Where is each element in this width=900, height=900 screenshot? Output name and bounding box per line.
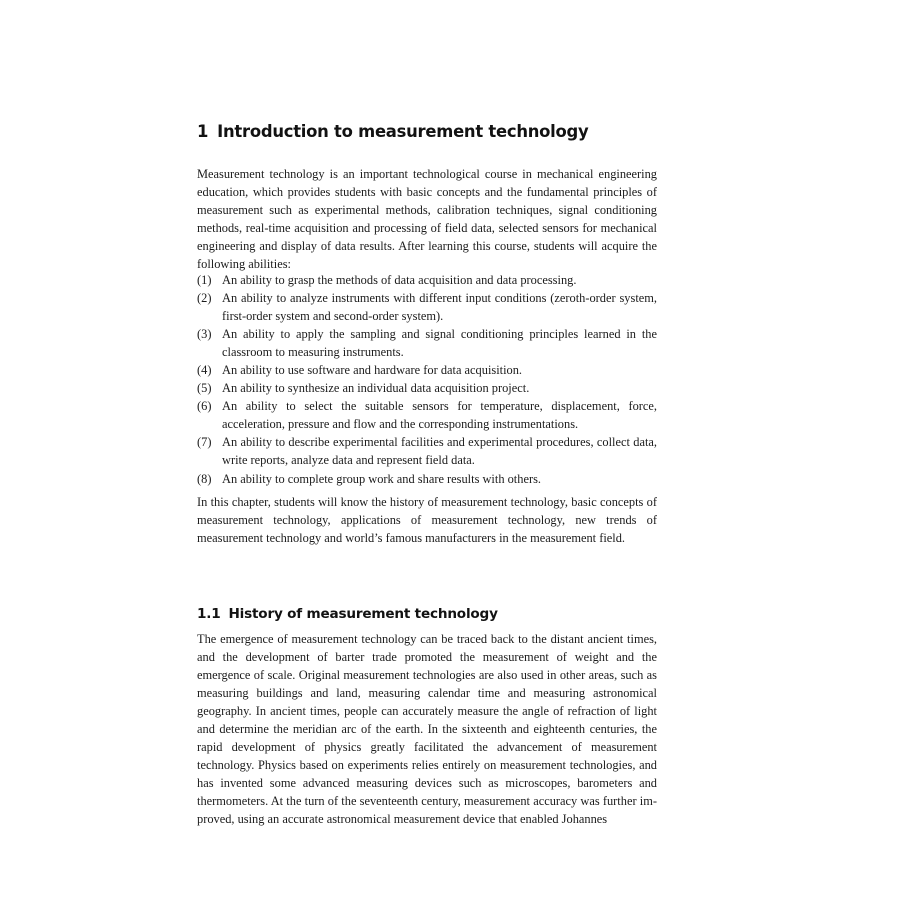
list-item-text: An ability to analyze instruments with different input conditions (zeroth-order system, first-order system and second-order system). bbox=[222, 291, 657, 324]
list-item-marker: (7) bbox=[197, 435, 212, 450]
list-item-marker: (3) bbox=[197, 327, 212, 342]
list-item bbox=[197, 271, 657, 289]
section-number: 1.1 bbox=[197, 606, 221, 623]
chapter-number: 1 bbox=[197, 121, 209, 141]
list-item-marker: (6) bbox=[197, 399, 212, 414]
list-item-text: An ability to synthesize an individual data acquisition project. bbox=[222, 381, 530, 396]
page-content-column bbox=[197, 0, 657, 900]
list-item-marker: (4) bbox=[197, 363, 212, 378]
chapter-title bbox=[197, 122, 667, 142]
section-title-text: History of measurement technology bbox=[228, 606, 498, 623]
list-item-text: An ability to complete group work and share results with others. bbox=[222, 471, 541, 486]
list-item-text: An ability to describe experimental facilities and experimental procedures, collect data, write reports, analyze data and represent field data. bbox=[222, 435, 657, 468]
list-item-text: An ability to use software and hardware for data acquisition. bbox=[222, 363, 523, 378]
list-item bbox=[197, 289, 657, 325]
list-item-marker: (8) bbox=[197, 471, 212, 486]
chapter-title-text: Introduction to measurement technology bbox=[217, 121, 589, 141]
list-item-text: An ability to grasp the methods of data acquisition and data processing. bbox=[222, 273, 577, 287]
list-item bbox=[197, 470, 657, 488]
list-item bbox=[197, 433, 657, 469]
list-item-text: An ability to select the suitable sensors for temperature, displacement, force, acceleration, pressure and flow and the corresponding instrumentations. bbox=[222, 399, 657, 432]
list-item bbox=[197, 361, 657, 379]
list-item-marker: (1) bbox=[197, 273, 212, 287]
list-item-marker: (5) bbox=[197, 381, 212, 396]
list-item bbox=[197, 379, 657, 397]
list-item-marker: (2) bbox=[197, 291, 212, 306]
abilities-list bbox=[197, 271, 657, 488]
intro-paragraph: Measurement technology is an important technological course in mechanical engineering education, which provides students with basic concepts and the fundamental principles of measurement such as experimental methods, calibration techniques, signal conditioning methods, real-time acquisition and processing of field data, selected sensors for mechanical engineering and display of data results. After learning this course, students will acquire the following abilities: bbox=[197, 167, 657, 272]
list-item bbox=[197, 325, 657, 361]
list-item bbox=[197, 397, 657, 433]
history-paragraph: The emergence of measurement technology can be traced back to the distant ancient times, and the development of barter trade promoted the measurement of weight and the emergence of scale. Original measurement technologies are also used in other areas, such as measuring buildings and land, measuring calendar time and measuring astronomical geography. In ancient times, people can accurately measure the angle of refraction of light and determine the meridian arc of the earth. In the sixteenth and eighteenth centuries, the rapid development of physics greatly facilitated the advancement of measurement technology. Physics based on experiments relies entirely on measurement technologies, and has invented some advanced measuring devices such as microscopes, barometers and thermometers. At the turn of the seventeenth century, measurement accuracy was further improved, using an accurate astronomical measurement device that enabled Johannes bbox=[197, 632, 657, 827]
chapter-overview-paragraph: In this chapter, students will know the history of measurement technology, basic concepts of measurement technology, applications of measurement technology, new trends of measurement technology and world’s famous manufacturers in the measurement field. bbox=[197, 495, 657, 546]
section-heading bbox=[197, 605, 667, 623]
list-item-text: An ability to apply the sampling and signal conditioning principles learned in the classroom to measuring instruments. bbox=[222, 327, 657, 360]
